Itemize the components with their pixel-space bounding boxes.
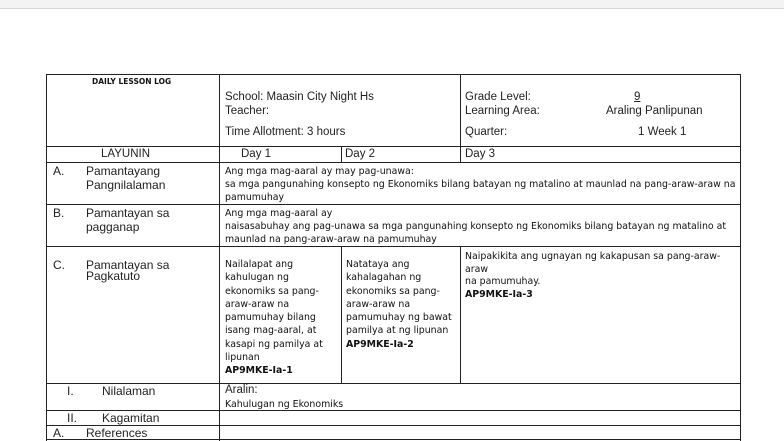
log-title: DAILY LESSON LOG (92, 77, 172, 86)
references-title: References (86, 426, 148, 440)
competency-code: AP9MKE-Ia-1 (225, 365, 293, 377)
day1-heading: Day 1 (241, 148, 272, 160)
row-divider (46, 439, 741, 440)
competency-code: AP9MKE-Ia-3 (465, 288, 533, 300)
aralin-value: Kahulugan ng Ekonomiks (225, 399, 344, 410)
section-b-title: Pamantayan sa (86, 206, 170, 220)
section-b-content: Ang mga mag-aaral ay (225, 208, 333, 219)
competency-line: isang mag-aaral, at (225, 325, 317, 337)
section-i-numeral: I. (67, 384, 74, 398)
aralin-label: Aralin: (225, 384, 258, 396)
quarter-label: Quarter: (465, 126, 508, 138)
competency-line: Naipakikita ang ugnayan ng kakapusan sa pang-araw- araw (465, 251, 721, 276)
competency-line: ekonomiks sa pang- (346, 285, 440, 297)
section-a-title: Pamantayang (86, 164, 161, 178)
section-b-content: maunlad na pang-araw-araw na pamumuhay (225, 234, 437, 245)
competency-line: Nailalapat ang (225, 259, 294, 270)
section-c-title: Pamantayan sa (86, 258, 170, 272)
day2-competency (346, 258, 458, 351)
table-border-top (46, 74, 741, 75)
column-divider (219, 74, 220, 441)
teacher-field: Teacher: (225, 105, 270, 117)
competency-line: lipunan (225, 352, 260, 364)
day2-heading: Day 2 (345, 148, 376, 160)
section-a-title: Pangnilalaman (86, 178, 166, 192)
document-page (0, 8, 784, 441)
section-b-content: naisasabuhay ang pag-unawa sa mga pangunahing konsepto ng Ekonomiks bilang batayan ng matalino at (225, 221, 727, 232)
table-border-right (740, 74, 741, 441)
section-i-title: Nilalaman (102, 384, 156, 398)
grade-level-value: 9 (634, 91, 641, 103)
section-c-title: Pagkatuto (86, 269, 141, 283)
section-a-content: sa mga pangunahing konsepto ng Ekonomiks bilang batayan ng matalino at maunlad na pang-araw-araw na (225, 179, 736, 190)
column-divider (460, 246, 461, 383)
row-divider (46, 146, 741, 147)
competency-line: ekonomiks sa pang- (225, 285, 319, 297)
time-allotment-field: Time Allotment: 3 hours (225, 126, 346, 138)
column-divider (341, 146, 342, 162)
competency-line: Natataya ang (346, 259, 410, 270)
section-a-content: Ang mga mag-aaral ay may pag-unawa: (225, 166, 414, 177)
competency-code: AP9MKE-Ia-2 (346, 338, 414, 350)
section-a-letter: A. (53, 164, 65, 178)
competency-line: kasapi ng pamilya at (225, 338, 323, 350)
competency-line: pamumuhay ng bawat (346, 312, 452, 324)
section-c-letter: C. (53, 258, 65, 272)
competency-line: araw-araw na (225, 298, 290, 310)
learning-area-label: Learning Area: (465, 105, 540, 117)
section-b-title: pagganap (86, 220, 140, 234)
row-divider (46, 204, 741, 205)
learning-area-value: Araling Panlipunan (606, 105, 703, 117)
school-field: School: Maasin City Night Hs (225, 91, 374, 103)
competency-line: kahalagahan ng (346, 272, 422, 284)
day1-competency (225, 258, 339, 378)
grade-level-label: Grade Level: (465, 91, 531, 103)
competency-line: na pamumuhay. (465, 275, 541, 287)
section-a-content: pamumuhay (225, 192, 285, 203)
table-border-left (46, 74, 47, 441)
column-divider (460, 74, 461, 162)
quarter-value: 1 Week 1 (638, 126, 687, 138)
layunin-heading: LAYUNIN (101, 148, 150, 160)
competency-line: kahulugan ng (225, 272, 289, 284)
competency-line: araw-araw na (346, 298, 411, 310)
section-ii-title: Kagamitan (102, 411, 160, 425)
row-divider (46, 162, 741, 163)
day3-competency (465, 250, 737, 301)
section-ii-numeral: II. (67, 411, 78, 425)
competency-line: pamilya at ng lipunan (346, 325, 449, 337)
references-letter: A. (53, 426, 65, 440)
column-divider (341, 246, 342, 383)
section-b-letter: B. (53, 206, 65, 220)
competency-line: pamumuhay bilang (225, 312, 316, 324)
day3-heading: Day 3 (465, 148, 496, 160)
